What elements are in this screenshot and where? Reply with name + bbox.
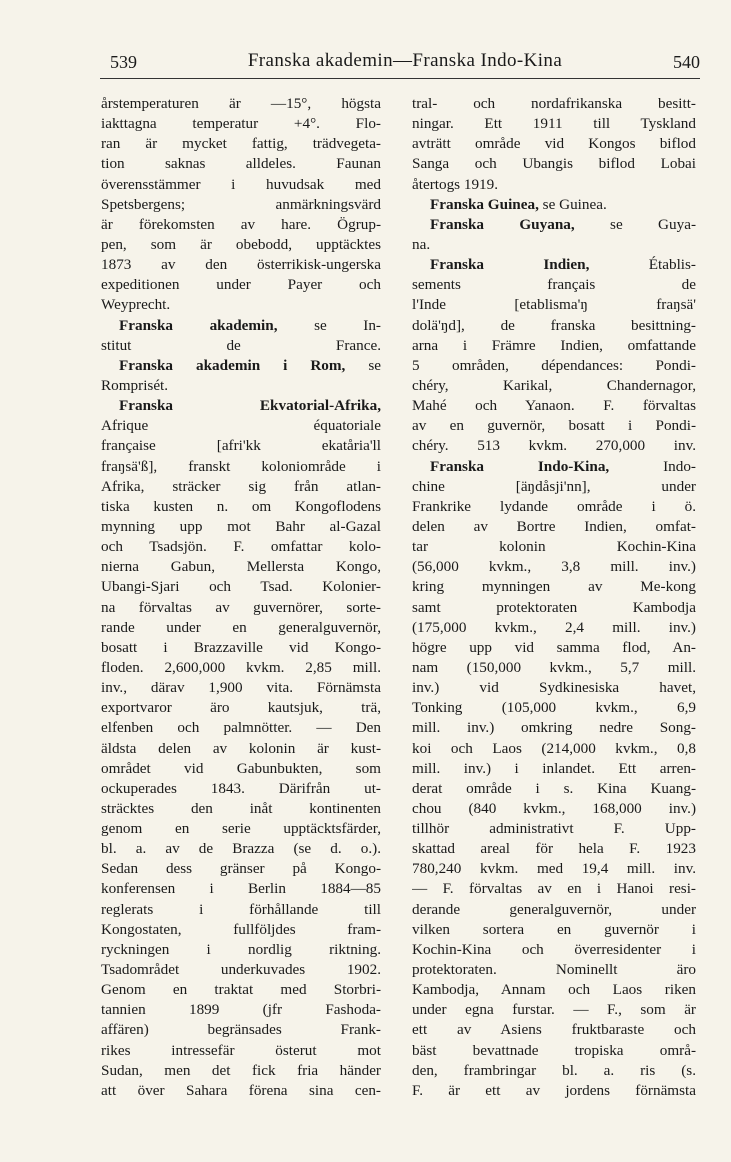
left-column-line: française [afri'kk ekatåria'll xyxy=(101,437,381,455)
left-column-line: ockuperades 1843. Därifrån ut- xyxy=(101,779,381,797)
right-column-line: avträtt område vid Kongos biflod xyxy=(412,135,696,153)
left-column-line: Weyprecht. xyxy=(101,296,171,314)
left-column xyxy=(101,94,381,1101)
left-column-line: rikes intressefär österut mot xyxy=(101,1041,381,1059)
left-column-line: årstemperaturen är —15°, högsta xyxy=(101,95,381,112)
left-column-line: expeditionen under Payer och xyxy=(101,276,381,294)
right-column-line: sements français de xyxy=(412,276,696,294)
left-column-line: tiska kusten n. om Kongoflodens xyxy=(101,497,381,515)
right-column-line: inv.) vid Sydkinesiska havet, xyxy=(412,679,696,697)
left-column-line: Kongostaten, fullföljdes fram- xyxy=(101,920,381,938)
right-column-line: mill. inv.) omkring nedre Song- xyxy=(412,719,696,737)
right-column-line: Sanga och Ubangis biflod Lobai xyxy=(412,155,696,173)
left-column-line: området vid Gabunbukten, som xyxy=(101,759,381,777)
right-column-line: Frankrike lydande område i ö. xyxy=(412,497,696,515)
left-column-line: genom en serie upptäcktsfärder, xyxy=(101,820,381,838)
right-column-line: 780,240 kvkm. med 19,4 mill. inv. xyxy=(412,860,696,878)
left-column-line: Genom en traktat med Storbri- xyxy=(101,981,381,999)
page-header xyxy=(110,46,700,82)
right-column-line: Franska Guyana, se Guya- xyxy=(430,215,696,233)
left-column-line: är förekomsten av hare. Ögrup- xyxy=(101,215,381,233)
right-column-line: Franska Indien, Établis- xyxy=(430,256,696,274)
left-column-line: överensstämmer i huvudsak med xyxy=(101,175,381,193)
left-column-line: och Tsadsjön. F. omfattar kolo- xyxy=(101,538,381,556)
right-column-line: högre upp vid samma flod, An- xyxy=(412,638,696,656)
left-column-line: mynning upp mot Bahr al-Gazal xyxy=(101,517,381,535)
right-column-line: under egna furstar. — F., som är xyxy=(412,1001,696,1019)
left-column-line: Sudan, men det fick fria händer xyxy=(101,1061,381,1079)
left-column-line: tion saknas alldeles. Faunan xyxy=(101,155,381,173)
right-column-line: derat område i s. Kina Kuang- xyxy=(412,779,696,797)
right-column-line: chou (840 kvkm., 168,000 inv.) xyxy=(412,799,696,817)
left-column-line: Franska Ekvatorial-Afrika, xyxy=(119,397,381,415)
page-number-right: 540 xyxy=(673,52,700,72)
right-column-line: — F. förvaltas av en i Hanoi resi- xyxy=(412,880,696,898)
left-column-line: Sedan dess gränser på Kongo- xyxy=(101,860,381,878)
left-column-line: tannien 1899 (jfr Fashoda- xyxy=(101,1001,381,1019)
right-column-line: tar kolonin Kochin-Kina xyxy=(412,538,696,556)
right-column-line: chéry. 513 kvkm. 270,000 inv. xyxy=(412,437,696,455)
left-column-line: bl. a. av de Brazza (se d. o.). xyxy=(101,840,381,858)
left-column-line: Afrika, sträcker sig från atlan- xyxy=(101,477,381,495)
left-column-line: affären) begränsades Frank- xyxy=(101,1021,381,1039)
right-column-line: chéry, Karikal, Chandernagor, xyxy=(412,376,696,394)
right-column-line: ett av Asiens fruktbaraste och xyxy=(412,1021,696,1039)
right-column-line: Franska Guinea, se Guinea. xyxy=(430,195,607,213)
left-column-line: Romprisét. xyxy=(101,376,169,394)
left-column-line: Spetsbergens; anmärkningsvärd xyxy=(101,195,381,213)
right-column-line: ningar. Ett 1911 till Tyskland xyxy=(412,115,696,133)
left-column-line: pen, som är obebodd, upptäcktes xyxy=(101,235,381,253)
right-column-line: återtogs 1919. xyxy=(412,175,499,193)
right-column-line: na. xyxy=(412,235,431,253)
right-column-line: (175,000 kvkm., 2,4 mill. inv.) xyxy=(412,618,696,636)
left-column-line: iakttagna temperatur +4°. Flo- xyxy=(101,115,381,133)
left-column-line: fraŋsä'ß], franskt koloniområde i xyxy=(101,457,381,475)
right-column-line: chine [äŋdåsji'nn], under xyxy=(412,477,696,495)
header-rule xyxy=(100,78,700,79)
right-column-line: Tonking (105,000 kvkm., 6,9 xyxy=(412,699,696,717)
left-column-line: na förvaltas av guvernörer, sorte- xyxy=(101,598,381,616)
right-column-line: kring mynningen av Me-kong xyxy=(412,578,696,596)
left-column-line: reglerats i förhållande till xyxy=(101,900,381,918)
right-column-line: tral- och nordafrikanska besitt- xyxy=(412,95,696,112)
left-column-line: Franska akademin i Rom, se xyxy=(119,356,381,374)
right-column-line: arna i Främre Indien, omfattande xyxy=(412,336,696,354)
right-column-line: derande generalguvernör, under xyxy=(412,900,696,918)
right-column-line: Franska Indo-Kina, Indo- xyxy=(430,457,696,475)
right-column xyxy=(412,94,696,1101)
right-column-line: protektoraten. Nominellt äro xyxy=(412,961,696,979)
left-column-line: äldsta delen av kolonin är kust- xyxy=(101,739,381,757)
left-column-line: floden. 2,600,000 kvkm. 2,85 mill. xyxy=(101,658,381,676)
left-column-line: exportvaror äro kautsjuk, trä, xyxy=(101,699,381,717)
right-column-line: koi och Laos (214,000 kvkm., 0,8 xyxy=(412,739,696,757)
right-column-line: F. är ett av jordens förnämsta xyxy=(412,1081,696,1099)
right-column-line: Kochin-Kina och överresidenter i xyxy=(412,940,696,958)
left-column-line: Afrique équatoriale xyxy=(101,417,381,435)
right-column-line: (56,000 kvkm., 3,8 mill. inv.) xyxy=(412,558,696,576)
left-column-line: stitut de France. xyxy=(101,336,381,354)
left-column-line: inv., därav 1,900 vita. Förnämsta xyxy=(101,679,381,697)
left-column-line: 1873 av den österrikisk-ungerska xyxy=(101,256,381,274)
right-column-line: nam (150,000 kvkm., 5,7 mill. xyxy=(412,658,696,676)
right-column-line: vilken sortera en guvernör i xyxy=(412,920,696,938)
right-column-line: Kambodja, Annam och Laos riken xyxy=(412,981,696,999)
left-column-line: elfenben och palmnötter. — Den xyxy=(101,719,381,737)
right-column-line: tillhör administrativt F. Upp- xyxy=(412,820,696,838)
right-column-line: skattad areal för hela F. 1923 xyxy=(412,840,696,858)
page-number-left: 539 xyxy=(110,52,137,72)
right-column-line: dolä'ŋd], de franska besittning- xyxy=(412,316,696,334)
right-column-line: bäst bevattnade tropiska områ- xyxy=(412,1041,696,1059)
left-column-line: Ubangi-Sjari och Tsad. Kolonier- xyxy=(101,578,381,596)
right-column-line: 5 områden, dépendances: Pondi- xyxy=(412,356,696,374)
right-column-line: av en guvernör, bosatt i Pondi- xyxy=(412,417,696,435)
right-column-line: samt protektoraten Kambodja xyxy=(412,598,696,616)
left-column-line: Tsadområdet underkuvades 1902. xyxy=(101,961,381,979)
left-column-line: nierna Gabun, Mellersta Kongo, xyxy=(101,558,381,576)
left-column-line: ryckningen i nordlig riktning. xyxy=(101,940,381,958)
left-column-line: rande under en generalguvernör, xyxy=(101,618,381,636)
left-column-line: Franska akademin, se In- xyxy=(119,316,381,334)
left-column-line: att över Sahara förena sina cen- xyxy=(101,1081,381,1099)
right-column-line: Mahé och Yanaon. F. förvaltas xyxy=(412,397,696,415)
left-column-line: konferensen i Berlin 1884—85 xyxy=(101,880,381,898)
left-column-line: ran är mycket fattig, trädvegeta- xyxy=(101,135,381,153)
left-column-line: sträcktes den inåt kontinenten xyxy=(101,799,381,817)
right-column-line: den, frambringar bl. a. ris (s. xyxy=(412,1061,696,1079)
right-column-line: mill. inv.) i inlandet. Ett arren- xyxy=(412,759,696,777)
right-column-line: delen av Bortre Indien, omfat- xyxy=(412,517,696,535)
left-column-line: bosatt i Brazzaville vid Kongo- xyxy=(101,638,381,656)
running-title: Franska akademin—Franska Indo-Kina xyxy=(247,50,563,71)
right-column-line: l'Inde [etablisma'ŋ fraŋsä' xyxy=(412,296,696,314)
